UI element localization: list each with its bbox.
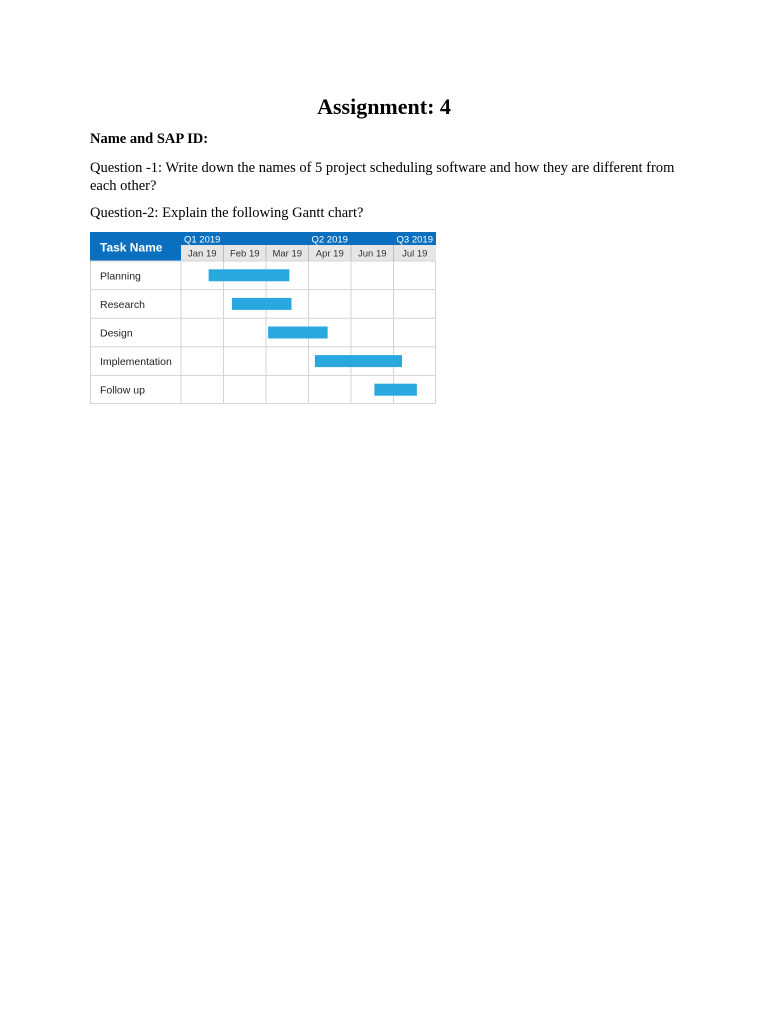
month-label: Mar 19 [272,248,303,260]
month-label: Jan 19 [187,248,217,260]
task-label: Follow up [100,384,145,397]
month-label: Apr 19 [315,248,344,260]
month-label: Jul 19 [402,248,428,260]
task-bar [209,269,290,281]
month-label: Jun 19 [357,248,387,260]
task-bar [374,384,417,396]
assignment-title: Assignment: 4 [317,94,451,119]
gantt-chart [90,232,436,404]
task-bar [232,298,292,310]
task-name-header: Task Name [100,240,163,255]
question-1: Question -1: Write down the names of 5 project scheduling software and how they are different from each other? [90,160,675,194]
task-label: Planning [100,270,141,283]
task-bar [315,355,402,367]
task-label: Implementation [100,356,172,369]
quarter-label: Q1 2019 [184,234,221,246]
grid-frame [91,261,436,404]
task-label: Design [100,327,133,340]
name-sap-id-label: Name and SAP ID: [90,131,209,147]
month-label: Feb 19 [229,248,260,260]
question-2: Question-2: Explain the following Gantt chart? [90,205,364,221]
task-label: Research [100,298,145,311]
gantt-chart-svg [90,232,436,404]
task-bar [268,327,328,339]
quarter-label: Q3 2019 [396,234,433,246]
quarter-label: Q2 2019 [311,234,348,246]
